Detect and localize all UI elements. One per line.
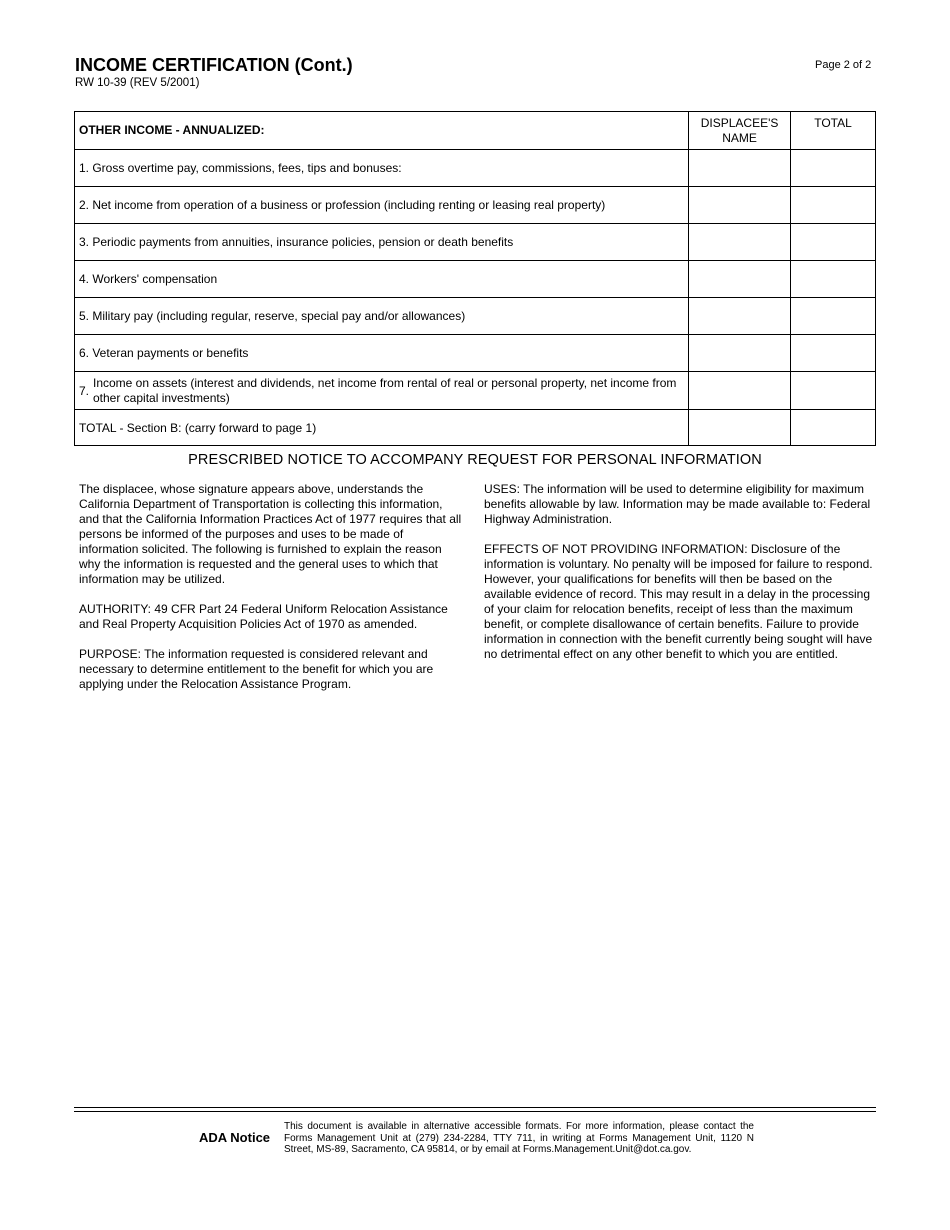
table-row xyxy=(75,335,876,372)
table-row xyxy=(75,261,876,298)
notice-uses: USES: The information will be used to determine eligibility for maximum benefits allowable by law. Information may be made available to: Federal Highway Administration. xyxy=(484,482,871,526)
other-income-table xyxy=(74,111,876,446)
displacee-name-field[interactable] xyxy=(689,410,791,446)
form-title: INCOME CERTIFICATION (Cont.) xyxy=(75,55,353,75)
form-id: RW 10-39 (REV 5/2001) xyxy=(75,77,200,89)
row-label-workers-comp: 4. Workers' compensation xyxy=(75,261,689,298)
row-label-total-section-b: TOTAL - Section B: (carry forward to page 1) xyxy=(75,410,689,446)
table-row xyxy=(75,298,876,335)
table-row xyxy=(75,372,876,410)
total-field[interactable] xyxy=(791,187,876,224)
displacee-name-field[interactable] xyxy=(689,335,791,372)
table-row xyxy=(75,224,876,261)
row-label-military-pay: 5. Military pay (including regular, reserve, special pay and/or allowances) xyxy=(75,298,689,335)
table-heading: OTHER INCOME - ANNUALIZED: xyxy=(75,112,689,150)
row-text: Income on assets (interest and dividends, net income from rental of real or personal property, net income from other capital investments) xyxy=(93,375,677,405)
notice-title: PRESCRIBED NOTICE TO ACCOMPANY REQUEST FOR PERSONAL INFORMATION xyxy=(188,452,762,468)
footer-divider xyxy=(74,1111,876,1112)
notice-left-column xyxy=(79,482,464,707)
column-header-total: TOTAL xyxy=(791,112,876,150)
row-label-periodic-payments: 3. Periodic payments from annuities, insurance policies, pension or death benefits xyxy=(75,224,689,261)
total-field[interactable] xyxy=(791,224,876,261)
row-label-veteran-payments: 6. Veteran payments or benefits xyxy=(75,335,689,372)
total-field[interactable] xyxy=(791,150,876,187)
row-label-business-income: 2. Net income from operation of a business or profession (including renting or leasing real property) xyxy=(75,187,689,224)
total-field[interactable] xyxy=(791,261,876,298)
displacee-name-field[interactable] xyxy=(689,224,791,261)
displacee-name-field[interactable] xyxy=(689,187,791,224)
displacee-name-field[interactable] xyxy=(689,298,791,335)
displacee-name-field[interactable] xyxy=(689,372,791,410)
notice-right-column xyxy=(484,482,879,677)
table-row xyxy=(75,150,876,187)
ada-notice-label: ADA Notice xyxy=(199,1130,271,1145)
displacee-name-field[interactable] xyxy=(689,150,791,187)
notice-authority: AUTHORITY: 49 CFR Part 24 Federal Uniform Relocation Assistance and Real Property Acquisition Policies Act of 1970 as amended. xyxy=(79,602,448,631)
row-label-income-on-assets xyxy=(75,372,689,410)
table-row-total xyxy=(75,410,876,446)
total-field[interactable] xyxy=(791,410,876,446)
total-field[interactable] xyxy=(791,298,876,335)
table-header-row xyxy=(75,112,876,150)
total-field[interactable] xyxy=(791,335,876,372)
notice-purpose: PURPOSE: The information requested is considered relevant and necessary to determine entitlement to the benefit for which you are applying under the Relocation Assistance Program. xyxy=(79,647,434,691)
total-field[interactable] xyxy=(791,372,876,410)
table-row xyxy=(75,187,876,224)
row-label-overtime: 1. Gross overtime pay, commissions, fees, tips and bonuses: xyxy=(75,150,689,187)
footer-divider xyxy=(74,1107,876,1108)
page-number: Page 2 of 2 xyxy=(815,59,872,71)
column-header-displacee-name: DISPLACEE'S NAME xyxy=(689,112,791,150)
ada-notice-text: This document is available in alternative accessible formats. For more information, please contact the Forms Management Unit at (279) 234-2284, TTY 711, in writing at Forms Management Unit, 1120 N Street, MS-89, Sacramento, CA 95814, or by email at Forms.Management.Unit@dot.ca.gov. xyxy=(284,1121,754,1155)
notice-intro: The displacee, whose signature appears above, understands the California Department of Transportation is collecting this information, and that the California Information Practices Act of 1977 requires that all persons be informed of the purposes and uses to be made of information solicited. The following is furnished to explain the reason why the information is requested and the general uses to which that information may be utilized. xyxy=(79,482,462,586)
displacee-name-field[interactable] xyxy=(689,261,791,298)
notice-effects: EFFECTS OF NOT PROVIDING INFORMATION: Disclosure of the information is voluntary. No penalty will be imposed for failure to respond. However, your qualifications for benefits will then be based on the available evidence of record. This may result in a delay in the processing of your claim for relocation benefits, receipt of less than the maximum benefit, or complete disallowance of certain benefits. Failure to provide information in connection with the benefit currently being sought will have no detrimental effect on any other benefit to which you are entitled. xyxy=(484,542,873,661)
row-number: 7. xyxy=(79,383,90,398)
